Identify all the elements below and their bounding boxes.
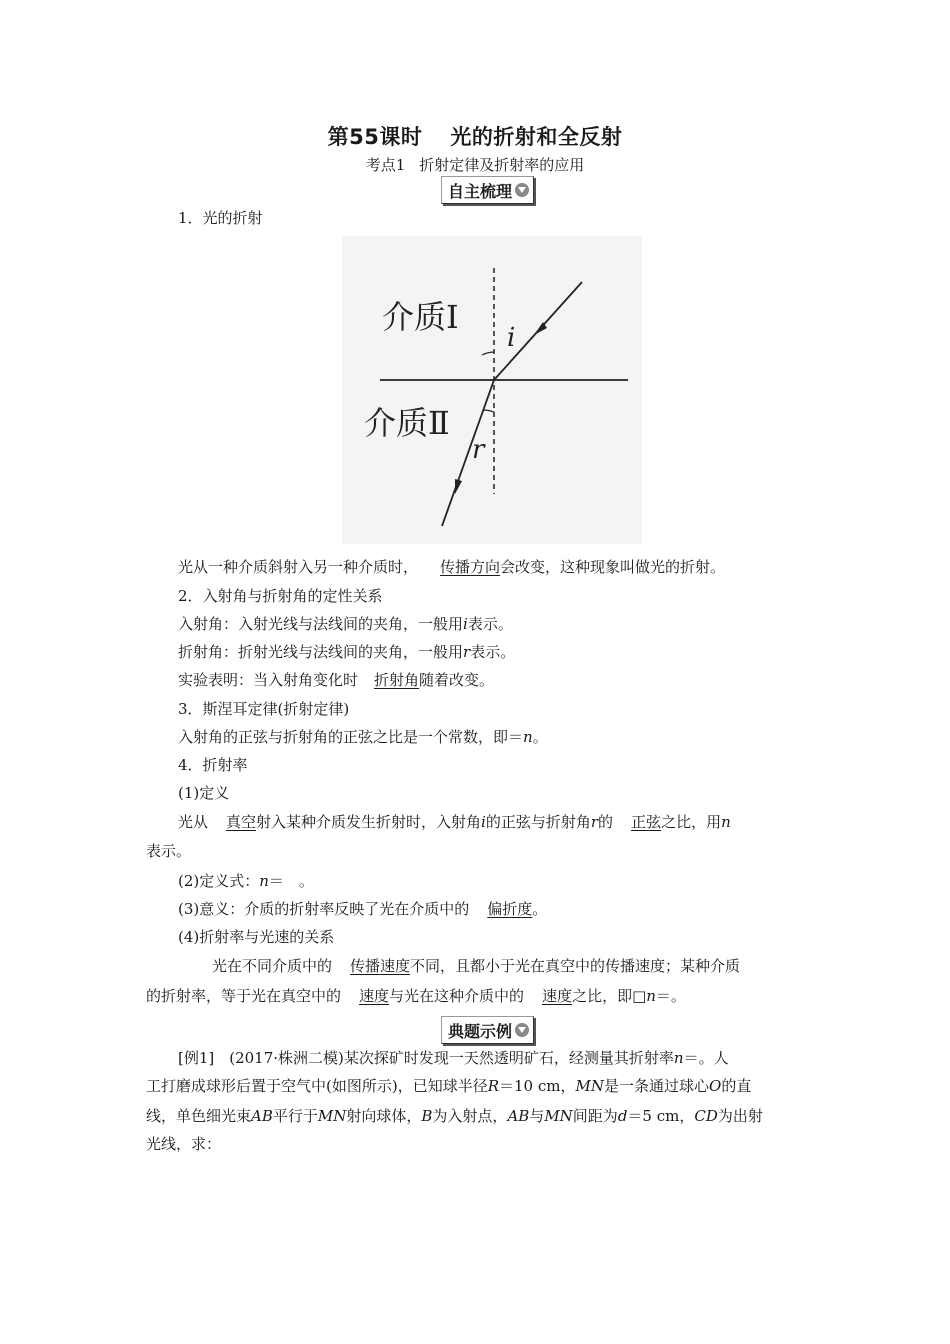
blank-sine: 正弦 <box>631 813 662 831</box>
sub-speed-relation: (4)折射率与光速的关系 <box>178 928 335 946</box>
label-medium-1: 介质Ⅰ <box>382 298 459 336</box>
blank-propagation-speed: 传播速度 <box>350 957 411 975</box>
title-lesson: 第55课时 <box>327 125 423 149</box>
blank-vacuum: 真空 <box>226 813 257 831</box>
subtitle-prefix: 考点1 <box>365 156 406 174</box>
heading-angle-relation: 2．入射角与折射角的定性关系 <box>178 587 383 605</box>
line-definition: 光从 真空射入某种介质发生折射时，入射角i的正弦与折射角r的 正弦之比，用n <box>178 813 731 831</box>
section-label-self-study <box>441 176 534 204</box>
chevron-down-icon <box>515 1023 529 1037</box>
refraction-figure <box>342 236 642 544</box>
angle-r-arc <box>483 410 494 412</box>
heading-refraction: 1．光的折射 <box>178 209 263 227</box>
line-experiment: 实验表明：当入射角变化时 折射角随着改变。 <box>178 671 495 689</box>
line-meaning: (3)意义：介质的折射率反映了光在介质中的 偏折度。 <box>178 900 548 918</box>
heading-snell-law: 3．斯涅耳定律(折射定律) <box>178 700 350 718</box>
refracted-arrow <box>455 479 462 494</box>
blank-speed-vacuum: 速度 <box>359 987 390 1005</box>
example-line-2: 工打磨成球形后置于空气中(如图所示)，已知球半径R＝10 cm，MN是一条通过球心O的直 <box>146 1077 752 1095</box>
label-angle-i: i <box>507 323 516 353</box>
refracted-ray <box>442 380 494 526</box>
line-formula: (2)定义式：n＝ 。 <box>178 872 314 890</box>
line-definition-end: 表示。 <box>146 842 192 860</box>
line-refraction-angle: 折射角：折射光线与法线间的夹角，一般用r表示。 <box>178 643 516 661</box>
blank-speed-medium: 速度 <box>542 987 573 1005</box>
paragraph-refraction: 光从一种介质斜射入另一种介质时， 传播方向会改变，这种现象叫做光的折射。 <box>178 558 726 576</box>
subtitle-text: 折射定律及折射率的应用 <box>419 156 585 174</box>
sub-definition: (1)定义 <box>178 784 230 802</box>
label-angle-r: r <box>472 435 485 465</box>
page-title <box>0 121 950 151</box>
example-line-1: [例1] (2017·株洲二模)某次探矿时发现一天然透明矿石，经测量其折射率n＝。人 <box>178 1049 729 1067</box>
line-speed-2: 的折射率，等于光在真空中的 速度与光在这种介质中的 速度之比，即□n＝。 <box>146 987 686 1005</box>
section-subtitle <box>0 154 950 175</box>
line-incident-angle: 入射角：入射光线与法线间的夹角，一般用i表示。 <box>178 615 513 633</box>
section-label-examples <box>441 1016 534 1044</box>
refraction-diagram <box>342 236 642 544</box>
label-medium-2: 介质Ⅱ <box>364 404 450 442</box>
title-topic: 光的折射和全反射 <box>450 125 623 149</box>
section-label-text: 自主梳理 <box>448 181 513 201</box>
chevron-down-icon <box>515 183 529 197</box>
blank-refraction-angle: 折射角 <box>374 671 420 689</box>
example-line-3: 线，单色细光束AB平行于MN射向球体，B为入射点，AB与MN间距为d＝5 cm，CD为出射 <box>146 1107 763 1125</box>
blank-deflection: 偏折度 <box>487 900 533 918</box>
section-label-text: 典题示例 <box>448 1021 513 1041</box>
example-line-4: 光线，求： <box>146 1135 222 1153</box>
line-speed-1: 光在不同介质中的 传播速度不同，且都小于光在真空中的传播速度；某种介质 <box>212 957 741 975</box>
heading-refractive-index: 4．折射率 <box>178 756 248 774</box>
line-snell-law: 入射角的正弦与折射角的正弦之比是一个常数，即＝n。 <box>178 728 548 746</box>
blank-propagation-direction: 传播方向 <box>440 558 501 576</box>
angle-i-arc <box>482 352 494 355</box>
